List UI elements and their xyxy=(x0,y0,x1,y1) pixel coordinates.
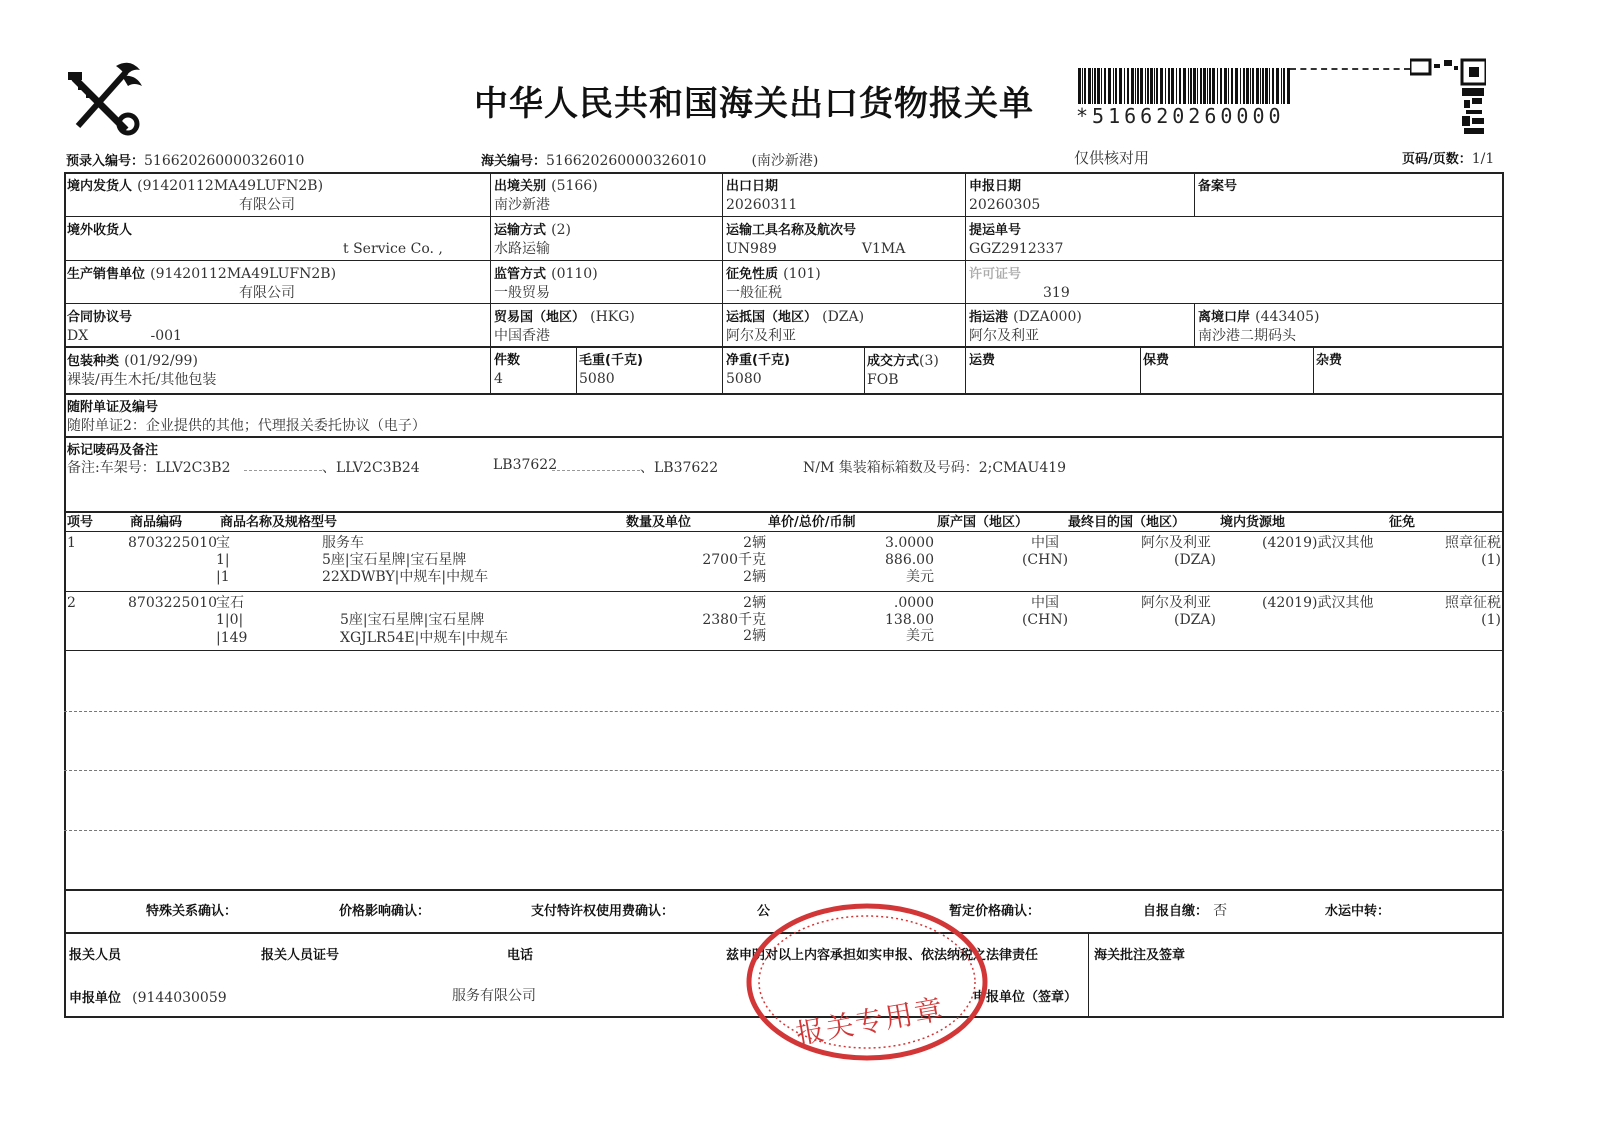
hs-code: 8703225010 xyxy=(128,535,218,551)
royalty-label: 支付特许权使用费确认： xyxy=(531,904,675,919)
record-no-field xyxy=(1198,176,1237,195)
barcode-bar xyxy=(1228,68,1229,104)
dashed-divider xyxy=(64,711,1504,712)
dest-port-label: 指运港 xyxy=(969,310,1009,325)
barcode-text: *516620260000 xyxy=(1076,104,1285,128)
misc-fee-field xyxy=(1316,350,1342,369)
name-line2b: 5座|宝石星牌|宝石星牌 xyxy=(340,612,485,628)
barcode-bar xyxy=(1262,68,1264,104)
barcode-bar xyxy=(1104,68,1106,104)
shipper-label: 境内发货人 xyxy=(67,179,133,194)
self-pay-field xyxy=(1143,901,1227,920)
insurance-field xyxy=(1143,350,1169,369)
currency: 美元 xyxy=(906,569,934,585)
dashed-divider xyxy=(64,830,1504,831)
stamp-text: 报关专用章 xyxy=(793,992,948,1051)
barcode-bar xyxy=(1200,68,1202,104)
barcode-bar xyxy=(1276,68,1279,104)
barcode-bar xyxy=(1176,68,1177,104)
price-influence-label: 价格影响确认： xyxy=(339,904,431,919)
divider xyxy=(1313,346,1314,393)
qty-1: 2辆 xyxy=(743,535,766,551)
barcode-bar xyxy=(1250,68,1251,104)
divider xyxy=(64,393,1504,395)
consignee-label: 境外收货人 xyxy=(67,223,133,238)
export-date-field xyxy=(726,176,797,214)
divider xyxy=(1194,172,1195,216)
page-value: 1/1 xyxy=(1471,151,1495,167)
trade-country-code: (HKG) xyxy=(590,309,635,325)
divider xyxy=(64,591,1504,592)
final-dest-code: (DZA) xyxy=(1174,612,1216,628)
divider xyxy=(64,303,1504,304)
name-line1a: 宝石 xyxy=(216,595,244,611)
barcode-bar xyxy=(1108,68,1111,104)
barcode-bar xyxy=(1212,68,1215,104)
producer-field xyxy=(67,264,336,302)
unit-price: .0000 xyxy=(893,595,934,611)
dest-country-label: 运抵国（地区） xyxy=(726,310,818,325)
divider xyxy=(64,436,1504,438)
barcode-bar xyxy=(1246,68,1249,104)
declare-date: 20260305 xyxy=(969,197,1041,213)
divider xyxy=(64,511,1504,513)
pieces-value: 4 xyxy=(494,371,503,387)
dest-port-name: 阿尔及利亚 xyxy=(969,328,1039,344)
export-date-label: 出口日期 xyxy=(726,179,779,194)
agent-cert-label: 报关人员证号 xyxy=(261,948,340,963)
barcode-bar xyxy=(1124,68,1125,104)
supervision-field xyxy=(494,264,598,302)
barcode-bar xyxy=(1193,68,1196,104)
license-no: 319 xyxy=(1043,285,1070,301)
misc-fee-label: 杂费 xyxy=(1316,353,1343,368)
barcode-bar xyxy=(1281,68,1282,104)
package-field xyxy=(67,351,216,389)
contract-no: DX -001 xyxy=(67,328,182,344)
barcode-graphic xyxy=(1078,68,1290,104)
trade-terms: FOB xyxy=(867,372,899,388)
divider xyxy=(490,172,491,346)
name-line3b: XGJLR54E|中规车|中规车 xyxy=(340,630,509,646)
divider xyxy=(576,346,577,393)
divider xyxy=(64,650,1504,651)
pre-entry-no: 516620260000326010 xyxy=(144,153,305,169)
divider xyxy=(1088,932,1089,1018)
name-line1a: 宝 xyxy=(216,535,230,551)
gross-weight-field xyxy=(579,350,643,388)
divider xyxy=(1140,346,1141,393)
producer-name: 有限公司 xyxy=(239,285,295,301)
agent-label: 报关人员 xyxy=(69,948,122,963)
levy-code: (1) xyxy=(1481,552,1501,568)
license-field xyxy=(969,264,1070,302)
qty-1: 2辆 xyxy=(743,595,766,611)
declaration-text: 兹申明对以上内容承担如实申报、依法纳税之法律责任 xyxy=(726,948,1039,963)
levy-nature-name: 一般征税 xyxy=(726,285,782,301)
barcode-bar xyxy=(1084,68,1086,104)
barcode-bar xyxy=(1272,68,1274,104)
exit-port-name: 南沙港二期码头 xyxy=(1198,328,1296,344)
customs-no: 516620260000326010 xyxy=(546,153,707,169)
barcode-bar xyxy=(1190,68,1192,104)
package-label: 包装种类 xyxy=(67,354,120,369)
barcode-bar xyxy=(1135,68,1136,104)
phone-label: 电话 xyxy=(507,948,534,963)
barcode-bar xyxy=(1154,68,1155,104)
consignee-field xyxy=(67,220,443,258)
vessel-name: UN989 xyxy=(726,241,777,257)
barcode-bar xyxy=(1145,68,1146,104)
origin-code: (CHN) xyxy=(1021,612,1069,628)
supervision-label: 监管方式 xyxy=(494,267,547,282)
barcode-bar xyxy=(1150,68,1153,104)
barcode-bar xyxy=(1209,68,1211,104)
exit-customs-field xyxy=(494,176,598,214)
barcode-bar xyxy=(1088,68,1091,104)
origin: 中国 xyxy=(1031,535,1059,551)
verify-only-note: 仅供核对用 xyxy=(1074,149,1150,167)
final-dest: 阿尔及利亚 xyxy=(1141,535,1211,551)
item-no: 1 xyxy=(67,535,76,551)
barcode-bar xyxy=(1179,68,1181,104)
barcode-bar xyxy=(1115,68,1117,104)
barcode-extension xyxy=(1290,68,1410,78)
declaring-unit-label: 申报单位 xyxy=(69,991,122,1006)
barcode-bar xyxy=(1269,68,1270,104)
barcode-bar xyxy=(1140,68,1143,104)
water-transit-label: 水运中转： xyxy=(1325,904,1391,919)
declaring-unit-sign-label: 申报单位（签章） xyxy=(973,990,1078,1005)
barcode-bar xyxy=(1231,68,1233,104)
barcode-bar xyxy=(1078,68,1081,104)
col-price: 单价/总价/币制 xyxy=(768,515,856,530)
unit-price: 3.0000 xyxy=(885,535,934,551)
docs-value: 随附单证2：企业提供的其他；代理报关委托协议（电子） xyxy=(67,418,426,434)
divider xyxy=(64,346,1504,348)
trade-country-name: 中国香港 xyxy=(494,328,550,344)
customs-no-label: 海关编号： xyxy=(481,154,547,169)
barcode-bar xyxy=(1235,68,1238,104)
insurance-label: 保费 xyxy=(1143,353,1170,368)
name-line2a: 1| xyxy=(216,552,230,568)
pre-entry-row xyxy=(66,150,304,169)
col-name-spec: 商品名称及规格型号 xyxy=(220,515,338,530)
customs-port: (南沙新港) xyxy=(751,153,819,169)
producer-label: 生产销售单位 xyxy=(67,267,146,282)
trade-terms-label: 成交方式 xyxy=(867,354,920,369)
customs-emblem-icon xyxy=(64,60,144,140)
item-no: 2 xyxy=(67,595,76,611)
col-final-dest: 最终目的国（地区） xyxy=(1068,515,1186,530)
provisional-price-label: 暂定价格确认： xyxy=(949,904,1041,919)
levy-nature-code: (101) xyxy=(783,266,821,282)
barcode-bar xyxy=(1283,68,1285,104)
bl-label: 提运单号 xyxy=(969,223,1022,238)
barcode-bar xyxy=(1183,68,1186,104)
special-relation-label: 特殊关系确认： xyxy=(146,904,238,919)
levy-code: (1) xyxy=(1481,612,1501,628)
dest-country-code: (DZA) xyxy=(822,309,865,325)
domestic-source: (42019)武汉其他 xyxy=(1262,595,1374,611)
qty-2: 2700千克 xyxy=(702,552,766,568)
page-indicator xyxy=(1402,148,1494,167)
declaring-unit-field xyxy=(69,988,227,1007)
col-origin: 原产国（地区） xyxy=(937,515,1029,530)
dest-port-code: (DZA000) xyxy=(1013,309,1082,325)
shipper-name: 有限公司 xyxy=(239,197,295,213)
barcode-bar xyxy=(1097,68,1100,104)
col-levy: 征免 xyxy=(1389,515,1416,530)
barcode-bar xyxy=(1260,68,1261,104)
barcode-bar xyxy=(1119,68,1122,104)
name-line1b: 服务车 xyxy=(322,535,364,551)
barcode-bar xyxy=(1127,68,1129,104)
remarks-redaction xyxy=(552,470,640,471)
name-line2b: 5座|宝石星牌|宝石星牌 xyxy=(322,552,467,568)
page-title: 中华人民共和国海关出口货物报关单 xyxy=(474,84,1034,124)
barcode-bar xyxy=(1082,68,1083,104)
remarks-redaction xyxy=(244,470,322,471)
supervision-name: 一般贸易 xyxy=(494,285,550,301)
declare-date-field xyxy=(969,176,1040,214)
levy-nature-field xyxy=(726,264,821,302)
barcode-bar xyxy=(1171,68,1174,104)
pieces-label: 件数 xyxy=(494,353,521,368)
package-name: 裸装/再生木托/其他包装 xyxy=(67,372,217,388)
self-pay-label: 自报自缴： xyxy=(1143,904,1209,919)
total-price: 886.00 xyxy=(885,552,934,568)
divider xyxy=(64,531,1504,532)
consignee-name: t Service Co. , xyxy=(343,241,443,257)
vessel-field xyxy=(726,220,905,258)
voyage-no: V1MA xyxy=(861,241,906,257)
net-weight: 5080 xyxy=(726,371,762,387)
total-price: 138.00 xyxy=(885,612,934,628)
barcode-bar xyxy=(1160,68,1163,104)
barcode-bar xyxy=(1203,68,1206,104)
levy-nature-label: 征免性质 xyxy=(726,267,779,282)
shipper-field xyxy=(67,176,323,214)
supervision-code: (0110) xyxy=(551,266,598,282)
net-weight-label: 净重(千克) xyxy=(726,353,790,368)
divider xyxy=(64,260,1504,261)
final-dest: 阿尔及利亚 xyxy=(1141,595,1211,611)
col-hs-code: 商品编码 xyxy=(130,515,183,530)
barcode-bar xyxy=(1252,68,1254,104)
remarks-field xyxy=(67,440,1497,459)
name-line3a: |1 xyxy=(216,569,230,585)
barcode-bar xyxy=(1256,68,1259,104)
tax-confirm-label: 公 xyxy=(757,904,771,919)
customs-note-label: 海关批注及签章 xyxy=(1094,948,1186,963)
divider xyxy=(64,216,1504,217)
barcode-bar xyxy=(1131,68,1134,104)
qr-code xyxy=(1410,58,1486,136)
barcode-bar xyxy=(1156,68,1158,104)
currency: 美元 xyxy=(906,628,934,644)
trade-country-field xyxy=(494,307,635,345)
pre-entry-label: 预录入编号： xyxy=(66,154,145,169)
dashed-divider xyxy=(64,770,1504,771)
declaring-unit-code: (9144030059 xyxy=(132,990,227,1006)
docs-label: 随附单证及编号 xyxy=(67,400,159,415)
origin: 中国 xyxy=(1031,595,1059,611)
dest-country-name: 阿尔及利亚 xyxy=(726,328,796,344)
barcode-bar xyxy=(1207,68,1208,104)
col-qty-unit: 数量及单位 xyxy=(626,515,692,530)
barcode-bar xyxy=(1094,68,1096,104)
transport-mode-field xyxy=(494,220,571,258)
remarks-part-a: 备注:车架号：LLV2C3B2 xyxy=(67,460,231,476)
producer-code: (91420112MA49LUFN2B) xyxy=(150,266,337,282)
divider xyxy=(864,346,865,393)
barcode-bar xyxy=(1265,68,1268,104)
customs-no-row xyxy=(481,150,818,170)
divider xyxy=(722,172,723,393)
remarks-label: 标记唛码及备注 xyxy=(67,443,159,458)
exit-port-code: (443405) xyxy=(1255,309,1320,325)
qty-3: 2辆 xyxy=(743,569,766,585)
barcode-bar xyxy=(1113,68,1114,104)
barcode-bar xyxy=(1220,68,1222,104)
barcode-bar xyxy=(1147,68,1149,104)
page-label: 页码/页数： xyxy=(1402,152,1472,167)
hs-code: 8703225010 xyxy=(128,595,218,611)
final-dest-code: (DZA) xyxy=(1174,552,1216,568)
exit-customs-name: 南沙新港 xyxy=(494,197,550,213)
transport-mode-name: 水路运输 xyxy=(494,241,550,257)
barcode-bar xyxy=(1101,68,1102,104)
barcode-bar xyxy=(1165,68,1166,104)
freight-label: 运费 xyxy=(969,353,996,368)
col-item-no: 项号 xyxy=(67,515,94,530)
remarks-part-e: N/M 集装箱标箱数及号码：2;CMAU419 xyxy=(803,460,1067,476)
freight-field xyxy=(969,350,995,369)
gross-weight: 5080 xyxy=(579,371,615,387)
package-code: (01/92/99) xyxy=(124,353,198,369)
pieces-field xyxy=(494,350,520,388)
gross-weight-label: 毛重(千克) xyxy=(579,353,643,368)
divider xyxy=(490,346,491,393)
barcode-bar xyxy=(1137,68,1139,104)
docs-field xyxy=(67,397,426,435)
export-date: 20260311 xyxy=(726,197,798,213)
declare-date-label: 申报日期 xyxy=(969,179,1022,194)
transport-mode-label: 运输方式 xyxy=(494,223,547,238)
barcode-bar xyxy=(1243,68,1245,104)
domestic-source: (42019)武汉其他 xyxy=(1262,535,1374,551)
remarks-part-b: 、LLV2C3B24 xyxy=(322,460,420,476)
remarks-part-d: 、LB37622 xyxy=(640,460,719,476)
name-line3b: 22XDWBY|中规车|中规车 xyxy=(322,569,489,585)
qr-code-icon xyxy=(1410,58,1486,136)
shipper-code: (91420112MA49LUFN2B) xyxy=(137,178,324,194)
barcode-bar xyxy=(1217,68,1218,104)
contract-field xyxy=(67,307,182,345)
exit-port-field xyxy=(1198,307,1319,345)
qty-3: 2辆 xyxy=(743,628,766,644)
exit-customs-label: 出境关别 xyxy=(494,179,547,194)
levy: 照章征税 xyxy=(1445,595,1501,611)
declaring-unit-name: 服务有限公司 xyxy=(452,988,536,1004)
divider xyxy=(1194,303,1195,346)
name-line2a: 1|0| xyxy=(216,612,244,628)
vessel-label: 运输工具名称及航次号 xyxy=(726,223,857,238)
trade-terms-code: (3) xyxy=(919,353,939,369)
customs-emblem xyxy=(64,60,144,140)
net-weight-field xyxy=(726,350,790,388)
barcode-bar xyxy=(1240,68,1241,104)
barcode-bar xyxy=(1188,68,1189,104)
col-domestic-source: 境内货源地 xyxy=(1220,515,1286,530)
license-label: 许可证号 xyxy=(969,267,1022,282)
self-pay-value: 否 xyxy=(1213,903,1228,919)
record-no-label: 备案号 xyxy=(1198,179,1238,194)
bl-no: GGZ2912337 xyxy=(969,241,1064,257)
qty-2: 2380千克 xyxy=(702,612,766,628)
contract-label: 合同协议号 xyxy=(67,310,133,325)
exit-port-label: 离境口岸 xyxy=(1198,310,1251,325)
divider xyxy=(965,172,966,393)
origin-code: (CHN) xyxy=(1021,552,1069,568)
barcode-bar xyxy=(1092,68,1093,104)
name-line3a: |149 xyxy=(216,630,248,646)
barcode-bar xyxy=(1224,68,1227,104)
trade-terms-field xyxy=(867,351,939,389)
exit-customs-code: (5166) xyxy=(551,178,598,194)
levy: 照章征税 xyxy=(1445,535,1501,551)
dest-port-field xyxy=(969,307,1082,345)
dest-country-field xyxy=(726,307,864,345)
transport-mode-code: (2) xyxy=(551,222,571,238)
trade-country-label: 贸易国（地区） xyxy=(494,310,586,325)
barcode xyxy=(1078,68,1290,104)
barcode-bar xyxy=(1197,68,1198,104)
bl-field xyxy=(969,220,1063,258)
barcode-bar xyxy=(1168,68,1170,104)
remarks-part-c: LB37622 xyxy=(493,457,558,473)
